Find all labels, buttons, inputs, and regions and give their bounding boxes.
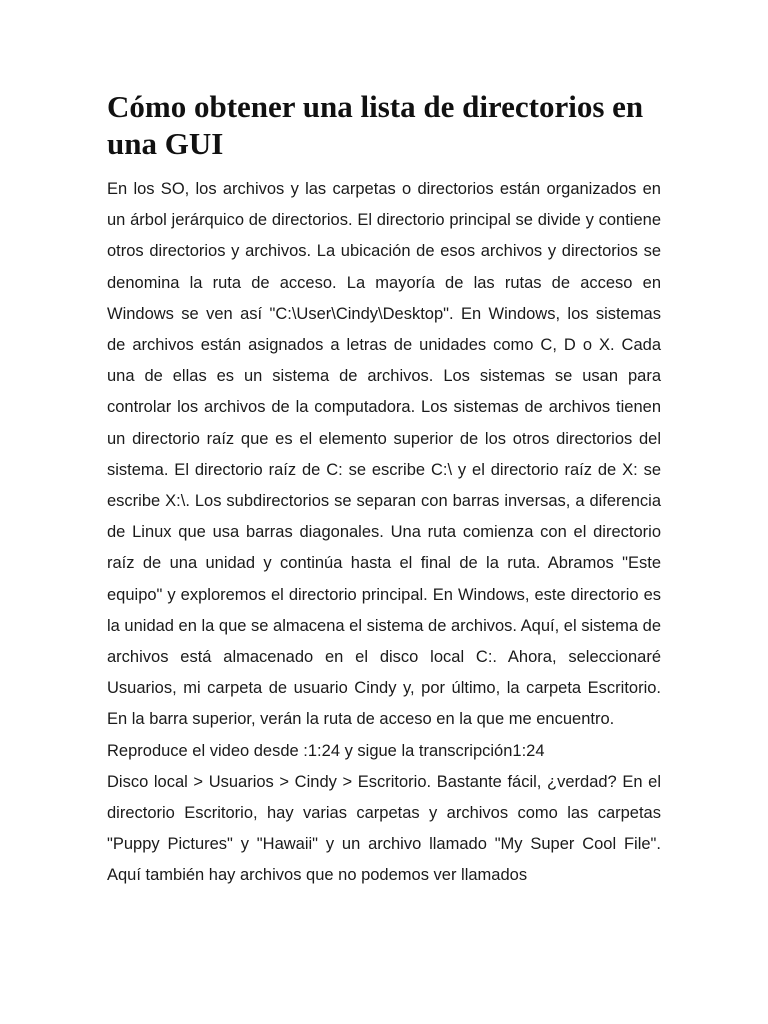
video-transcript-note: Reproduce el video desde :1:24 y sigue la transcripción1:24: [107, 741, 545, 760]
body-paragraph-2: Disco local > Usuarios > Cindy > Escritorio. Bastante fácil, ¿verdad? En el directorio Escritorio, hay varias carpetas y archivos como las carpetas "Puppy Pictures" y "Hawaii" y un archivo llamado "My Super Cool File". Aquí también hay archivos que no podemos ver llamados: [107, 772, 661, 885]
document-page: [107, 88, 661, 892]
document-title: Cómo obtener una lista de directorios en una GUI: [107, 89, 644, 161]
body-paragraph-1: En los SO, los archivos y las carpetas o directorios están organizados en un árbol jerárquico de directorios. El directorio principal se divide y contiene otros directorios y archivos. La ubicación de esos archivos y directorios se denomina la ruta de acceso. La mayoría de las rutas de acceso en Windows se ven así "C:\User\Cindy\Desktop". En Windows, los sistemas de archivos están asignados a letras de unidades como C, D o X. Cada una de ellas es un sistema de archivos. Los sistemas se usan para controlar los archivos de la computadora. Los sistemas de archivos tienen un directorio raíz que es el elemento superior de los otros directorios del sistema. El directorio raíz de C: se escribe C:\ y el directorio raíz de X: se escribe X:\. Los subdirectorios se separan con barras inversas, a diferencia de Linux que usa barras diagonales. Una ruta comienza con el directorio raíz de una unidad y continúa hasta el final de la ruta. Abramos "Este equipo" y exploremos el directorio principal. En Windows, este directorio es la unidad en la que se almacena el sistema de archivos. Aquí, el sistema de archivos está almacenado en el disco local C:. Ahora, seleccionaré Usuarios, mi carpeta de usuario Cindy y, por último, la carpeta Escritorio. En la barra superior, verán la ruta de acceso en la que me encuentro.: [107, 180, 661, 729]
